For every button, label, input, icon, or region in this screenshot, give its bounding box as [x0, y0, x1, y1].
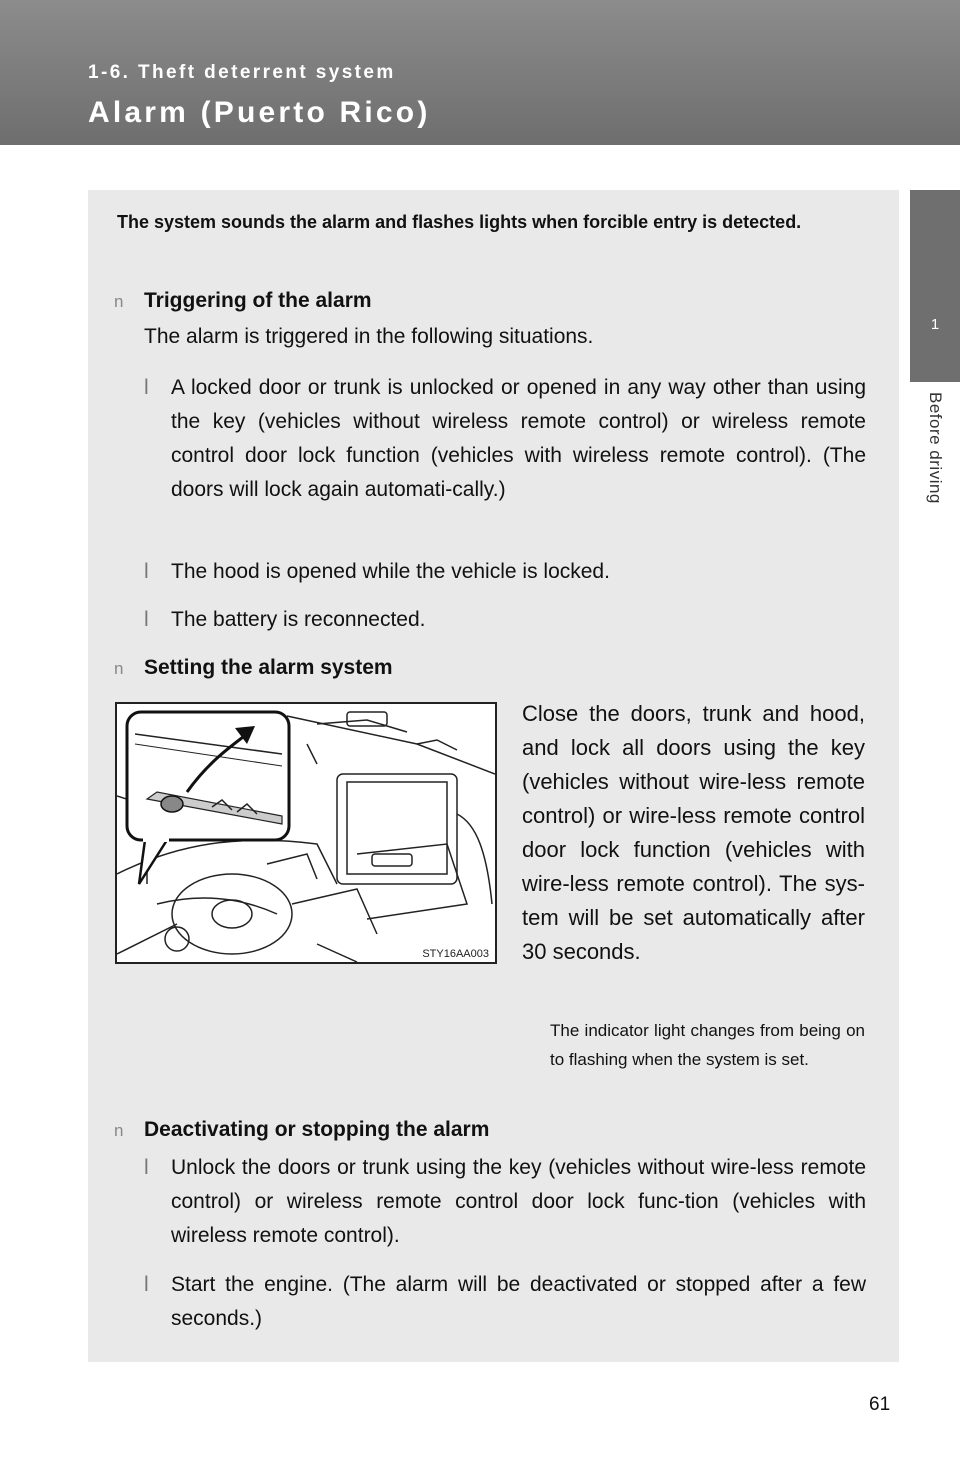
bullet-marker: l [144, 1273, 149, 1296]
figure-code: STY16AA003 [422, 948, 489, 960]
list-item: l The battery is reconnected. [144, 603, 866, 637]
heading-deactivating: n Deactivating or stopping the alarm [114, 1114, 489, 1147]
page-header [0, 0, 960, 145]
content-box [88, 190, 899, 1362]
setting-text: Close the doors, trunk and hood, and lock all doors using the key (vehicles without wire-less remote control) or wire-less remote control door lock function (vehicles with wire-less remote control). The sys-tem will be set automatically after 30 seconds. [522, 701, 865, 964]
section-marker: n [114, 1121, 124, 1140]
list-item: l Start the engine. (The alarm will be deactivated or stopped after a few seconds.) [144, 1268, 866, 1336]
bullet-marker: l [144, 608, 149, 631]
bullet-marker: l [144, 1156, 149, 1179]
section-label: 1-6. Theft deterrent system [88, 62, 396, 83]
section-marker: n [114, 659, 124, 678]
chapter-label: Before driving [926, 392, 945, 504]
chapter-tab [910, 190, 960, 382]
car-interior-figure [115, 702, 497, 964]
page-number: 61 [869, 1394, 891, 1415]
list-item: l Unlock the doors or trunk using the key (vehicles without wire-less remote control) or wireless remote control door lock func-tion (vehicles with wireless remote control). [144, 1151, 866, 1253]
car-interior-illustration [117, 704, 495, 962]
list-item: l A locked door or trunk is unlocked or opened in any way other than using the key (vehicles without wireless remote control) or wireless remote control door lock function (vehicles with wireless remote control). (The doors will lock again automati-cally.) [144, 371, 866, 507]
section-marker: n [114, 292, 124, 311]
list-item: l The hood is opened while the vehicle is locked. [144, 555, 866, 589]
indicator-note: The indicator light changes from being on to flashing when the system is set. [550, 1021, 865, 1069]
page-title: Alarm (Puerto Rico) [88, 96, 431, 129]
bullet-marker: l [144, 376, 149, 399]
bullet-marker: l [144, 560, 149, 583]
chapter-number: 1 [930, 316, 940, 333]
heading-triggering: n Triggering of the alarm [114, 285, 372, 318]
intro-text: The system sounds the alarm and flashes lights when forcible entry is detected. [117, 212, 802, 232]
heading-setting: n Setting the alarm system [114, 652, 393, 685]
triggering-text: The alarm is triggered in the following situations. [144, 325, 594, 348]
